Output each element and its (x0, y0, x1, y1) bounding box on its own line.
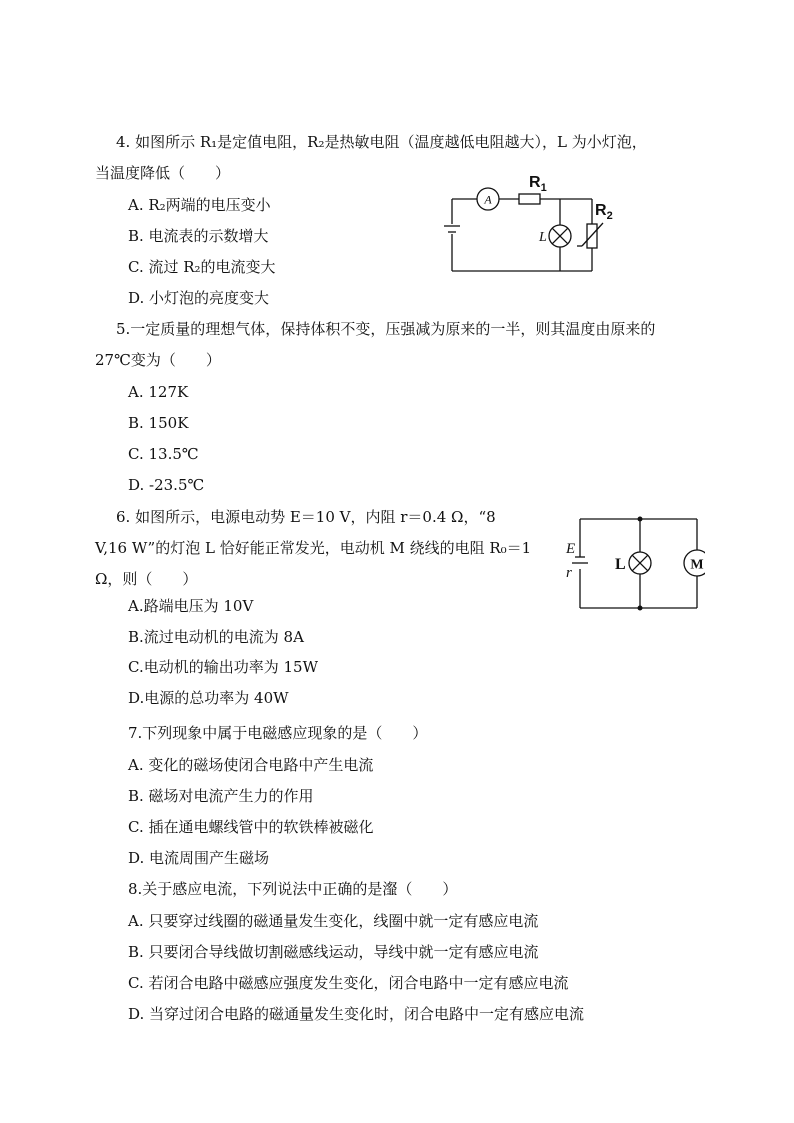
q4-option-c: C. 流过 R₂的电流变大 (128, 258, 276, 276)
q5-option-b: B. 150K (128, 414, 189, 432)
q8-stem: 8.关于感应电流，下列说法中正确的是瀣（ ） (128, 880, 458, 898)
q4-option-d: D. 小灯泡的亮度变大 (128, 289, 270, 307)
q7-option-a: A. 变化的磁场使闭合电路中产生电流 (128, 756, 374, 774)
q4-circuit-diagram (440, 168, 630, 278)
q5-option-a: A. 127K (128, 383, 189, 401)
q5-option-d: D. -23.5℃ (128, 476, 205, 494)
q6-stem-line3: Ω，则（ ） (95, 570, 198, 588)
q7-option-d: D. 电流周围产生磁场 (128, 849, 270, 867)
ammeter-label: A (484, 192, 492, 207)
q6-option-a: A.路端电压为 10V (128, 597, 254, 615)
q8-option-c: C. 若闭合电路中磁感应强度发生变化，闭合电路中一定有感应电流 (128, 974, 569, 992)
q7-option-c: C. 插在通电螺线管中的软铁棒被磁化 (128, 818, 374, 836)
q5-stem-line2: 27℃变为（ ） (95, 351, 221, 369)
q6-stem-line2: V,16 W”的灯泡 L 恰好能正常发光，电动机 M 绕线的电阻 R₀＝1 (95, 539, 532, 557)
q8-option-a: A. 只要穿过线圈的磁通量发生变化，线圈中就一定有感应电流 (128, 912, 539, 930)
r1-label: $R_1$ (529, 174, 547, 194)
q4-stem-line1: 4. 如图所示 R₁是定值电阻，R₂是热敏电阻（温度越低电阻越大），L 为小灯泡， (116, 133, 647, 151)
q6-option-c: C.电动机的输出功率为 15W (128, 658, 318, 676)
q8-option-b: B. 只要闭合导线做切割磁感线运动，导线中就一定有感应电流 (128, 943, 539, 961)
lamp-label: L (539, 230, 547, 245)
r2-label: $R_2$ (595, 202, 613, 222)
internal-resistance-label: r (566, 565, 572, 581)
q5-stem-line1: 5.一定质量的理想气体，保持体积不变，压强减为原来的一半，则其温度由原来的 (116, 320, 656, 338)
q6-option-b: B.流过电动机的电流为 8A (128, 628, 304, 646)
lamp-label: L (615, 556, 626, 573)
q6-stem-line1: 6. 如图所示，电源电动势 E＝10 V，内阻 r＝0.4 Ω，“8 (116, 508, 496, 526)
q4-option-a: A. R₂两端的电压变小 (128, 196, 271, 214)
q4-stem-line2: 当温度降低（ ） (95, 164, 231, 182)
q4-option-b: B. 电流表的示数增大 (128, 227, 269, 245)
motor-label: M (690, 557, 704, 573)
q7-stem: 7.下列现象中属于电磁感应现象的是（ ） (128, 724, 428, 742)
q5-option-c: C. 13.5℃ (128, 445, 199, 463)
q6-option-d: D.电源的总功率为 40W (128, 689, 289, 707)
q8-option-d: D. 当穿过闭合电路的磁通量发生变化时，闭合电路中一定有感应电流 (128, 1005, 585, 1023)
q6-circuit-diagram (560, 512, 705, 612)
q7-option-b: B. 磁场对电流产生力的作用 (128, 787, 314, 805)
emf-label: E (566, 541, 576, 557)
